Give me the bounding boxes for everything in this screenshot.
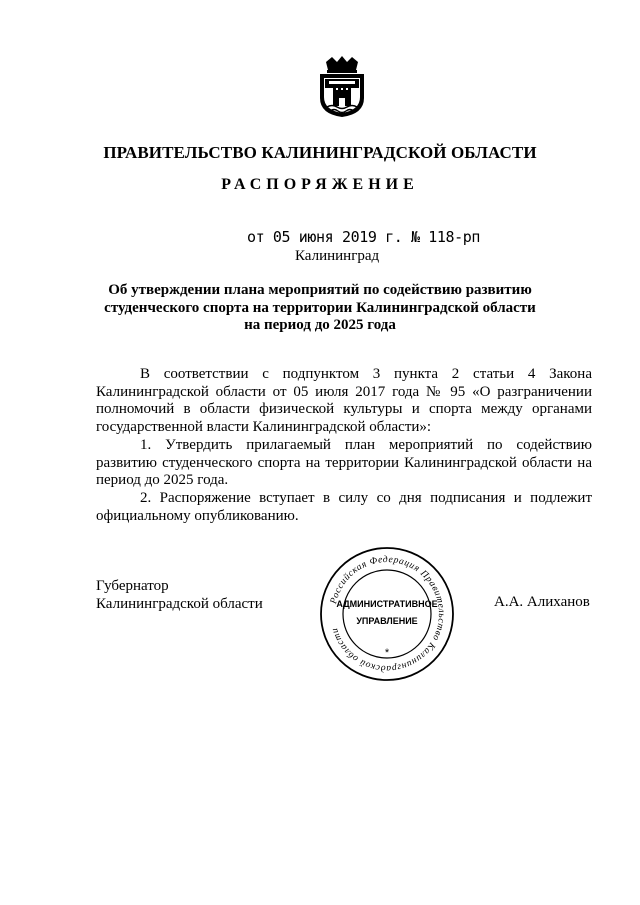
item-2-text: 2. Распоряжение вступает в силу со дня подписания и подлежит официальному опубликованию.: [96, 490, 592, 524]
document-subject: [96, 282, 544, 335]
preamble-text: В соответствии с подпунктом 3 пункта 2 статьи 4 Закона Калининградской области от 05 июля 2017 года № 95 «О разграничении полномочий в области физической культуры и спорта между органами государственной власти Калининградской области»:: [96, 366, 592, 435]
signer-position-line-1: Губернатор: [96, 578, 169, 594]
kaliningrad-coat-of-arms-icon: [312, 56, 372, 118]
signer-name: А.А. Алиханов: [494, 594, 590, 610]
government-title: ПРАВИТЕЛЬСТВО КАЛИНИНГРАДСКОЙ ОБЛАСТИ: [103, 143, 537, 162]
subject-line-2: студенческого спорта на территории Калининградской области: [104, 299, 536, 316]
body-item-1: [96, 437, 592, 490]
seal-center-line-1: АДМИНИСТРАТИВНОЕ: [336, 599, 438, 609]
date-and-number: от 05 июня 2019 г. № 118-рп: [247, 228, 481, 246]
official-seal-icon: [317, 544, 457, 684]
signer-position: [96, 577, 263, 613]
city: Калининград: [295, 248, 380, 264]
body-paragraph-preamble: [96, 366, 592, 436]
seal-ring-text: Российская Федерация Правительство Калининградской области: [329, 554, 447, 674]
subject-line-3: на период до 2025 года: [244, 317, 396, 333]
item-1-text: 1. Утвердить прилагаемый план мероприятий по содействию развитию студенческого спорта на территории Калининградской области на период до 2025 года.: [96, 437, 592, 489]
seal-star: *: [384, 647, 390, 659]
signer-position-line-2: Калининградской области: [96, 596, 263, 612]
seal-center-line-2: УПРАВЛЕНИЕ: [356, 616, 418, 626]
subject-line-1: Об утверждении плана мероприятий по содействию развитию: [108, 282, 532, 298]
body-item-2: [96, 490, 592, 525]
document-type: РАСПОРЯЖЕНИЕ: [221, 176, 419, 193]
